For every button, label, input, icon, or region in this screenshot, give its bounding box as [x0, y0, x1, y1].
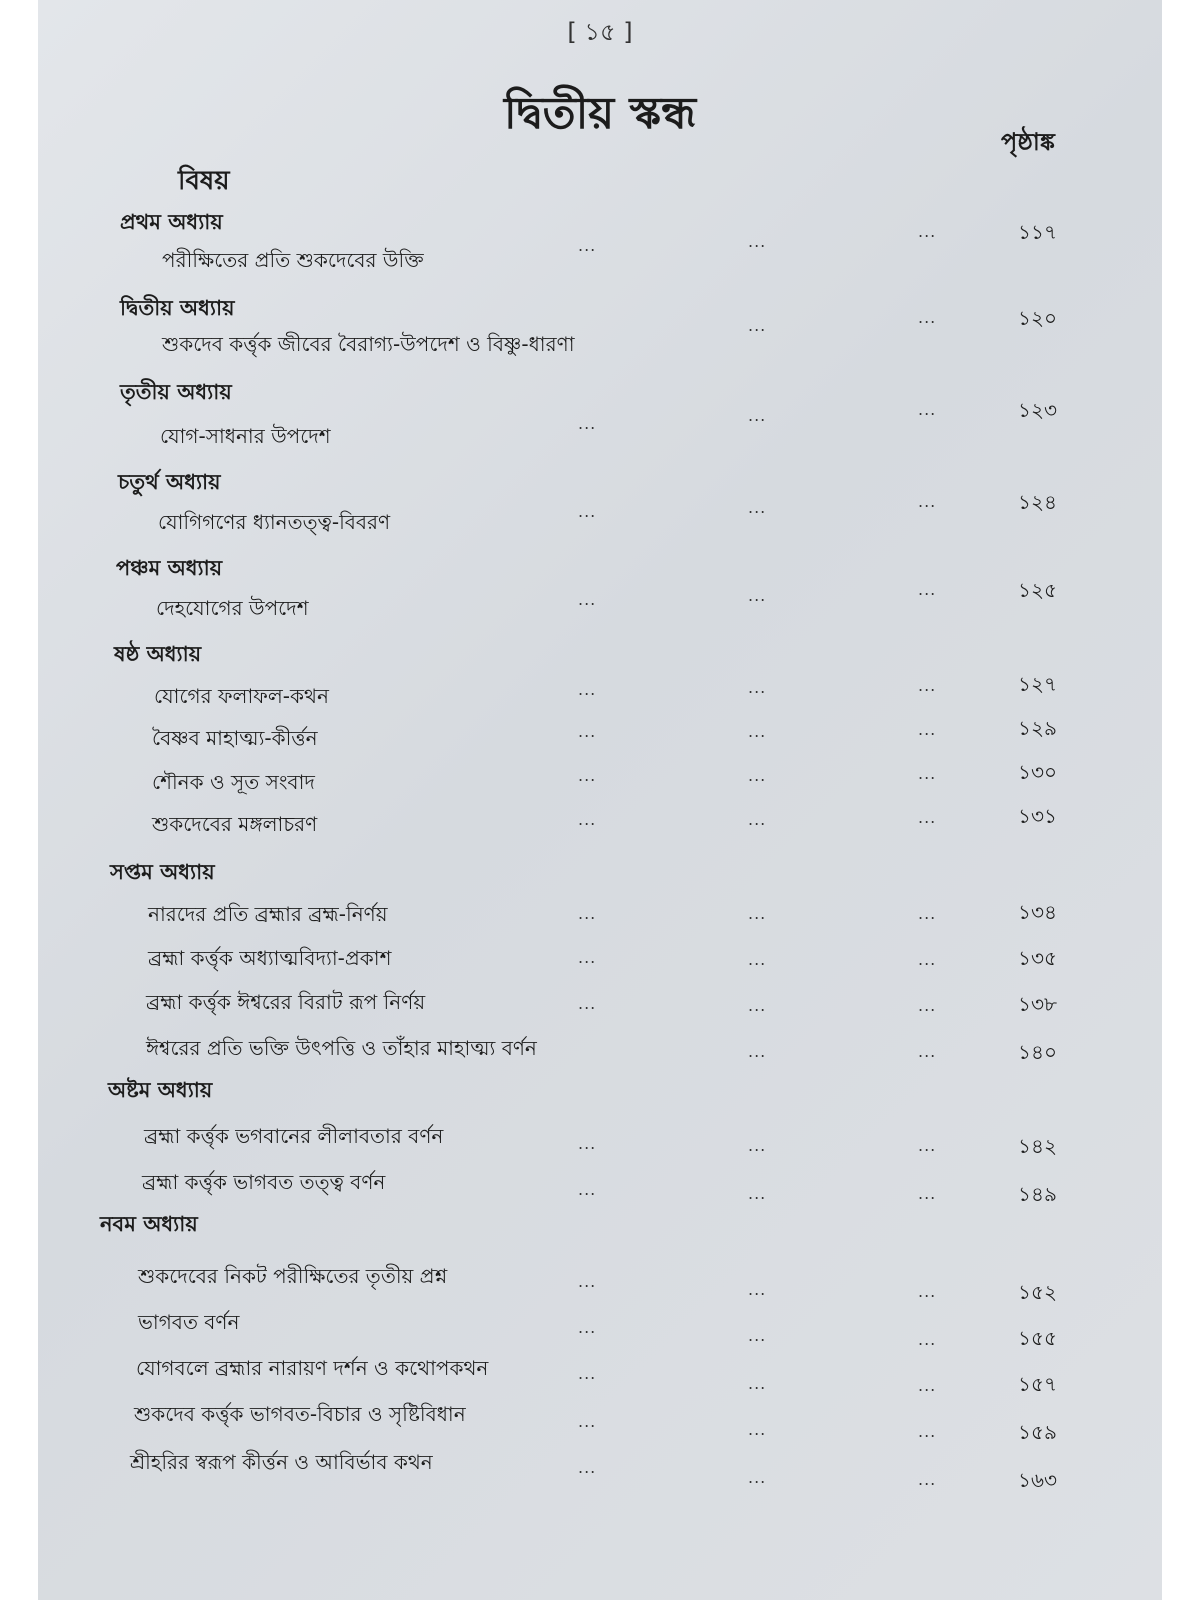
dot-leader: ... — [748, 1136, 767, 1155]
dot-leader: ... — [918, 1470, 937, 1489]
dot-leader: ... — [918, 1184, 937, 1203]
chapter-heading: দ্বিতীয় অধ্যায় — [120, 296, 235, 320]
entry-title: পরীক্ষিতের প্রতি শুকদেবের উক্তি — [162, 248, 424, 272]
entry-page: ১২৯ — [1018, 716, 1057, 740]
chapter-heading: অষ্টম অধ্যায় — [108, 1078, 213, 1102]
entry-title: ব্রহ্মা কর্ত্তৃক ঈশ্বরের বিরাট রূপ নির্ণয় — [146, 990, 426, 1014]
entry-title: ভাগবত বর্ণন — [138, 1310, 240, 1334]
entry-title: ব্রহ্মা কর্ত্তৃক ভাগবত তত্ত্ব বর্ণন — [142, 1170, 386, 1194]
entry-title: যোগিগণের ধ্যানতত্ত্ব-বিবরণ — [158, 510, 391, 534]
dot-leader: ... — [748, 722, 767, 741]
entry-page: ১৫২ — [1018, 1280, 1057, 1304]
entry-title: শুকদেবের মঙ্গলাচরণ — [152, 812, 318, 836]
entry-title: যোগ-সাধনার উপদেশ — [160, 424, 331, 448]
dot-leader: ... — [748, 1420, 767, 1439]
dot-leader: ... — [578, 904, 597, 923]
book-page — [38, 0, 1162, 1600]
dot-leader: ... — [918, 996, 937, 1015]
entry-page: ১২৫ — [1018, 578, 1057, 602]
dot-leader: ... — [748, 316, 767, 335]
dot-leader: ... — [578, 590, 597, 609]
entry-page: ১৩০ — [1018, 760, 1057, 784]
dot-leader: ... — [918, 1136, 937, 1155]
entry-page: ১১৭ — [1018, 220, 1057, 244]
entry-title: ঈশ্বরের প্রতি ভক্তি উৎপত্তি ও তাঁহার মাহাত্ম্য বর্ণন — [146, 1036, 537, 1060]
dot-leader: ... — [918, 1422, 937, 1441]
dot-leader: ... — [748, 498, 767, 517]
entry-title: ব্রহ্মা কর্ত্তৃক অধ্যাত্মবিদ্যা-প্রকাশ — [148, 946, 392, 970]
dot-leader: ... — [918, 676, 937, 695]
entry-page: ১৪৯ — [1018, 1182, 1057, 1206]
dot-leader: ... — [748, 232, 767, 251]
entry-page: ১২৩ — [1018, 398, 1057, 422]
dot-leader: ... — [748, 950, 767, 969]
dot-leader: ... — [748, 1468, 767, 1487]
dot-leader: ... — [578, 810, 597, 829]
entry-page: ১৪০ — [1018, 1040, 1057, 1064]
dot-leader: ... — [748, 1326, 767, 1345]
entry-page: ১৫৭ — [1018, 1372, 1057, 1396]
entry-page: ১৩১ — [1018, 804, 1057, 828]
dot-leader: ... — [578, 1180, 597, 1199]
dot-leader: ... — [918, 764, 937, 783]
entry-title: যোগের ফলাফল-কথন — [154, 684, 329, 708]
dot-leader: ... — [748, 678, 767, 697]
dot-leader: ... — [918, 720, 937, 739]
chapter-heading: চতুর্থ অধ্যায় — [118, 470, 221, 494]
entry-title: শুকদেবের নিকট পরীক্ষিতের তৃতীয় প্রশ্ন — [138, 1264, 448, 1288]
dot-leader: ... — [748, 996, 767, 1015]
entry-title: দেহযোগের উপদেশ — [156, 596, 309, 620]
dot-leader: ... — [918, 950, 937, 969]
entry-page: ১২০ — [1018, 306, 1057, 330]
dot-leader: ... — [578, 722, 597, 741]
dot-leader: ... — [918, 1042, 937, 1061]
page-title: দ্বিতীয় স্কন্ধ — [503, 88, 697, 139]
dot-leader: ... — [918, 1330, 937, 1349]
chapter-heading: নবম অধ্যায় — [100, 1212, 198, 1236]
dot-leader: ... — [578, 948, 597, 967]
dot-leader: ... — [748, 1374, 767, 1393]
dot-leader: ... — [918, 1376, 937, 1395]
chapter-heading: ষষ্ঠ অধ্যায় — [114, 642, 202, 666]
entry-page: ১৩৪ — [1018, 900, 1057, 924]
entry-page: ১৫৯ — [1018, 1420, 1057, 1444]
dot-leader: ... — [748, 810, 767, 829]
dot-leader: ... — [578, 1134, 597, 1153]
dot-leader: ... — [578, 1458, 597, 1477]
dot-leader: ... — [748, 586, 767, 605]
chapter-heading: সপ্তম অধ্যায় — [110, 860, 215, 884]
dot-leader: ... — [918, 580, 937, 599]
topic-column-heading: বিষয় — [178, 166, 230, 196]
entry-page: ১২৪ — [1018, 490, 1057, 514]
chapter-heading: প্রথম অধ্যায় — [120, 210, 223, 234]
dot-leader: ... — [918, 308, 937, 327]
dot-leader: ... — [918, 400, 937, 419]
dot-leader: ... — [578, 994, 597, 1013]
dot-leader: ... — [578, 1318, 597, 1337]
dot-leader: ... — [748, 406, 767, 425]
dot-leader: ... — [578, 502, 597, 521]
dot-leader: ... — [918, 904, 937, 923]
dot-leader: ... — [578, 766, 597, 785]
entry-title: শুকদেব কর্ত্তৃক জীবের বৈরাগ্য-উপদেশ ও বিষ্ণু-ধারণা — [162, 332, 575, 356]
dot-leader: ... — [748, 1184, 767, 1203]
dot-leader: ... — [578, 1412, 597, 1431]
dot-leader: ... — [578, 414, 597, 433]
entry-title: ব্রহ্মা কর্ত্তৃক ভগবানের লীলাবতার বর্ণন — [144, 1124, 444, 1148]
dot-leader: ... — [748, 1042, 767, 1061]
table-of-contents — [38, 0, 1162, 1600]
chapter-heading: তৃতীয় অধ্যায় — [120, 380, 232, 404]
dot-leader: ... — [748, 904, 767, 923]
dot-leader: ... — [578, 680, 597, 699]
entry-title: যোগবলে ব্রহ্মার নারায়ণ দর্শন ও কথোপকথন — [136, 1356, 489, 1380]
dot-leader: ... — [748, 766, 767, 785]
entry-page: ১৩৫ — [1018, 946, 1057, 970]
page-number: [ ১৫ ] — [567, 18, 633, 46]
entry-title: শ্রীহরির স্বরূপ কীর্ত্তন ও আবির্ভাব কথন — [130, 1450, 433, 1474]
entry-title: শুকদেব কর্ত্তৃক ভাগবত-বিচার ও সৃষ্টিবিধান — [134, 1402, 466, 1426]
entry-title: নারদের প্রতি ব্রহ্মার ব্রহ্ম-নির্ণয় — [148, 902, 388, 926]
dot-leader: ... — [918, 222, 937, 241]
dot-leader: ... — [918, 1282, 937, 1301]
dot-leader: ... — [578, 1364, 597, 1383]
dot-leader: ... — [578, 1272, 597, 1291]
entry-page: ১২৭ — [1018, 672, 1057, 696]
dot-leader: ... — [748, 1280, 767, 1299]
entry-page: ১৪২ — [1018, 1134, 1057, 1158]
entry-title: বৈষ্ণব মাহাত্ম্য-কীর্ত্তন — [152, 726, 318, 750]
page-column-heading: পৃষ্ঠাঙ্ক — [1001, 128, 1055, 156]
chapter-heading: পঞ্চম অধ্যায় — [116, 556, 223, 580]
dot-leader: ... — [578, 236, 597, 255]
entry-page: ১৫৫ — [1018, 1326, 1057, 1350]
entry-title: শৌনক ও সূত সংবাদ — [152, 770, 315, 794]
entry-page: ১৬৩ — [1018, 1468, 1057, 1492]
dot-leader: ... — [918, 492, 937, 511]
dot-leader: ... — [918, 808, 937, 827]
entry-page: ১৩৮ — [1018, 992, 1057, 1016]
